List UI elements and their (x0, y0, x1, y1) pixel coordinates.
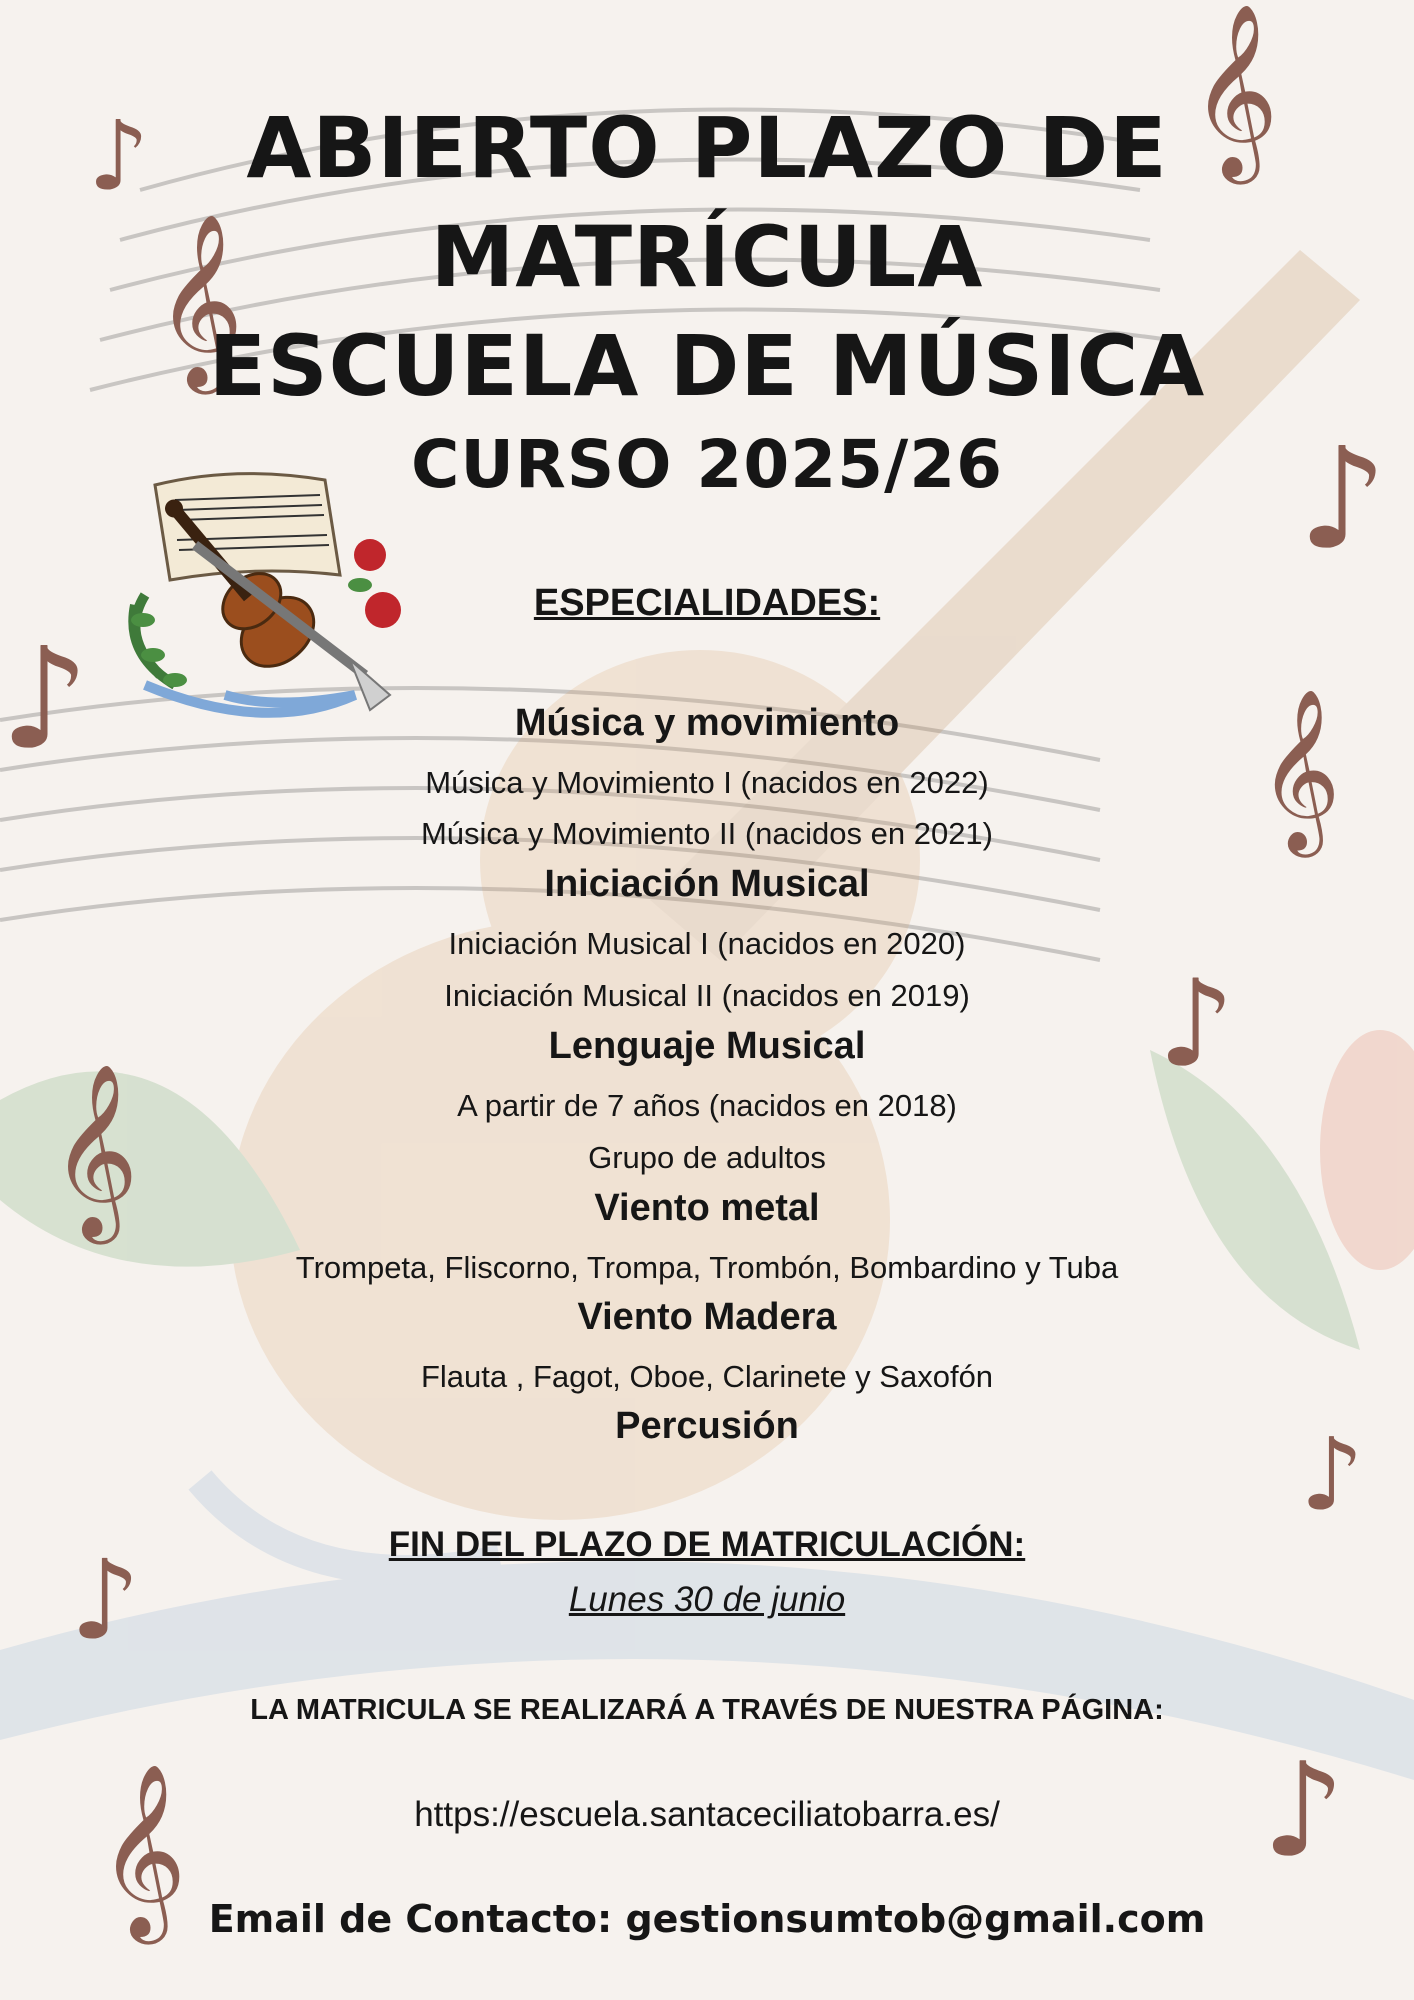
deadline-heading: FIN DEL PLAZO DE MATRICULACIÓN: (388, 1525, 1026, 1564)
treble-clef-icon: 𝄞 (1258, 688, 1341, 851)
section-title: Viento metal (594, 1187, 820, 1229)
specialties-heading: ESPECIALIDADES: (533, 582, 881, 624)
section-title: Viento Madera (577, 1296, 837, 1338)
section-title: Iniciación Musical (544, 863, 870, 905)
music-note-icon: ♪ (88, 100, 150, 212)
music-note-icon: ♪ (1262, 1734, 1345, 1886)
treble-clef-icon: 𝄞 (155, 213, 244, 387)
music-note-icon: ♪ (0, 618, 90, 781)
deadline-date: Lunes 30 de junio (568, 1580, 846, 1619)
section-title: Música y movimiento (514, 702, 900, 744)
course-label: CURSO 2025/26 (410, 426, 1004, 503)
section-item: Trompeta, Fliscorno, Trompa, Trombón, Bombardino y Tuba (295, 1250, 1119, 1285)
enrollment-notice: LA MATRICULA SE REALIZARÁ A TRAVÉS DE NUESTRA PÁGINA: (250, 1694, 1164, 1726)
treble-clef-icon: 𝄞 (50, 1063, 139, 1237)
title-line-2: MATRÍCULA (430, 208, 984, 306)
music-note-icon: ♪ (1298, 418, 1388, 581)
section-item: Iniciación Musical I (nacidos en 2020) (448, 926, 966, 961)
title-line-1: ABIERTO PLAZO DE (246, 99, 1168, 197)
music-note-icon: ♪ (1300, 1416, 1364, 1533)
section-item: Grupo de adultos (588, 1140, 826, 1175)
music-note-icon: ♪ (1158, 955, 1235, 1094)
treble-clef-icon: 𝄞 (1190, 3, 1279, 177)
section-item: A partir de 7 años (nacidos en 2018) (457, 1088, 957, 1123)
contact-email[interactable]: Email de Contacto: gestionsumtob@gmail.com (208, 1897, 1206, 1941)
section-title: Percusión (615, 1405, 799, 1447)
title-line-3: ESCUELA DE MÚSICA (208, 317, 1206, 415)
section-item: Iniciación Musical II (nacidos en 2019) (444, 978, 970, 1013)
treble-clef-icon: 𝄞 (98, 1763, 187, 1937)
section-item: Música y Movimiento I (nacidos en 2022) (425, 765, 989, 800)
section-item: Música y Movimiento II (nacidos en 2021) (420, 816, 994, 851)
website-link[interactable]: https://escuela.santaceciliatobarra.es/ (414, 1795, 1000, 1834)
section-title: Lenguaje Musical (548, 1025, 866, 1067)
section-item: Flauta , Fagot, Oboe, Clarinete y Saxofón (420, 1359, 994, 1394)
music-note-icon: ♪ (70, 1536, 141, 1664)
